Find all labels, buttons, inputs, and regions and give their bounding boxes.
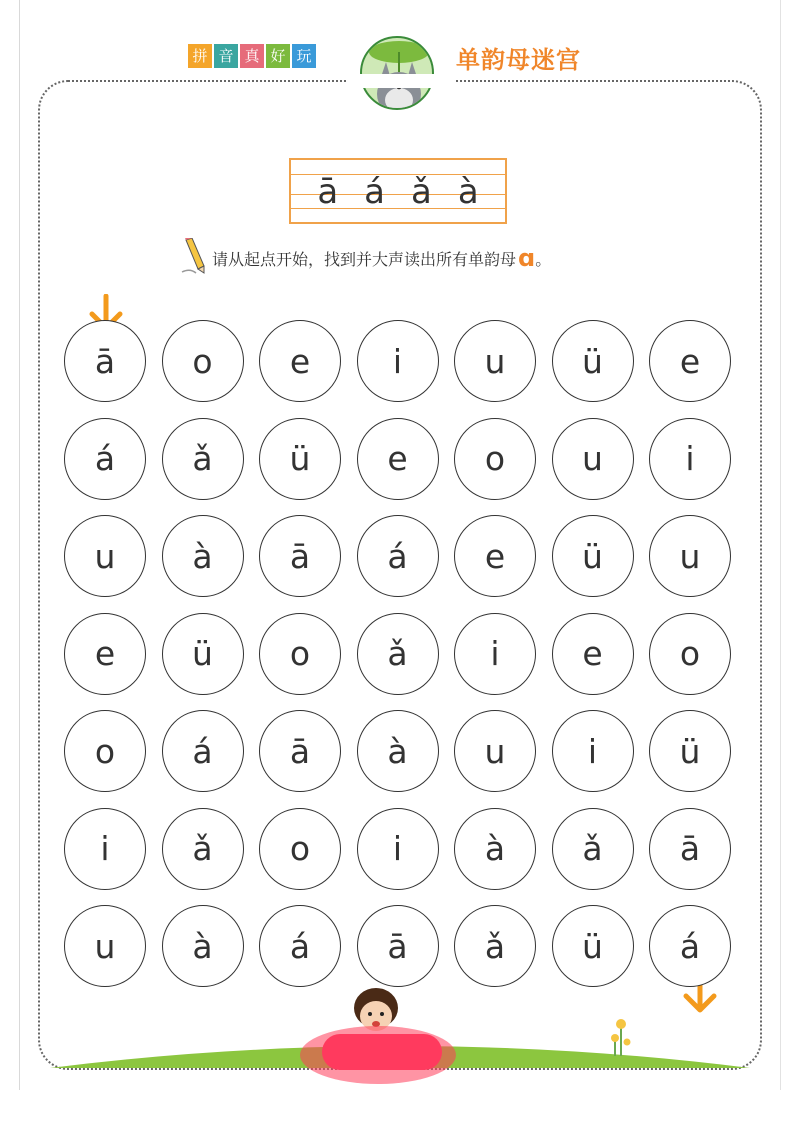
sheet-edge-right bbox=[780, 0, 781, 1090]
vowel-maze bbox=[64, 320, 744, 1000]
maze-cell: e bbox=[64, 613, 146, 695]
maze-cell: ü bbox=[552, 905, 634, 987]
pencil-icon bbox=[180, 238, 208, 278]
maze-cell: o bbox=[259, 613, 341, 695]
title-tile: 音 bbox=[214, 44, 238, 68]
maze-cell: ā bbox=[259, 710, 341, 792]
maze-cell: u bbox=[552, 418, 634, 500]
maze-cell: o bbox=[259, 808, 341, 890]
tone-char: ǎ bbox=[411, 172, 432, 212]
tone-char: á bbox=[364, 172, 385, 212]
maze-cell: o bbox=[162, 320, 244, 402]
maze-cell: ü bbox=[162, 613, 244, 695]
maze-cell: i bbox=[357, 808, 439, 890]
maze-cell: o bbox=[454, 418, 536, 500]
maze-cell: e bbox=[552, 613, 634, 695]
red-highlight-mark-core bbox=[322, 1034, 442, 1070]
maze-cell: e bbox=[259, 320, 341, 402]
maze-cell: ā bbox=[649, 808, 731, 890]
title-tiles bbox=[188, 44, 316, 68]
maze-cell: ü bbox=[649, 710, 731, 792]
instruction-period: 。 bbox=[535, 249, 552, 269]
maze-cell: ü bbox=[552, 320, 634, 402]
maze-cell: u bbox=[649, 515, 731, 597]
maze-cell: u bbox=[64, 905, 146, 987]
maze-cell: i bbox=[552, 710, 634, 792]
maze-cell: à bbox=[454, 808, 536, 890]
maze-cell: à bbox=[357, 710, 439, 792]
maze-cell: ü bbox=[552, 515, 634, 597]
maze-cell: e bbox=[454, 515, 536, 597]
flower-icon bbox=[606, 1016, 636, 1060]
title-tile: 拼 bbox=[188, 44, 212, 68]
maze-cell: á bbox=[64, 418, 146, 500]
maze-cell: i bbox=[357, 320, 439, 402]
title-tile: 玩 bbox=[292, 44, 316, 68]
maze-cell: ā bbox=[64, 320, 146, 402]
maze-cell: ǎ bbox=[162, 808, 244, 890]
maze-cell: à bbox=[162, 515, 244, 597]
maze-cell: ā bbox=[357, 905, 439, 987]
title-tile: 好 bbox=[266, 44, 290, 68]
instruction-text: 请从起点开始，找到并大声读出所有单韵母 bbox=[212, 249, 517, 269]
tone-char: à bbox=[457, 172, 479, 212]
tone-char: ā bbox=[317, 172, 339, 212]
maze-cell: á bbox=[259, 905, 341, 987]
maze-cell: u bbox=[454, 320, 536, 402]
maze-cell: u bbox=[64, 515, 146, 597]
maze-cell: á bbox=[357, 515, 439, 597]
maze-cell: i bbox=[649, 418, 731, 500]
title-tile: 真 bbox=[240, 44, 264, 68]
maze-cell: o bbox=[64, 710, 146, 792]
maze-cell: ā bbox=[259, 515, 341, 597]
worksheet-title: 单韵母迷宫 bbox=[456, 46, 581, 74]
tone-chars bbox=[291, 172, 505, 212]
tone-reference-box bbox=[289, 158, 507, 224]
maze-cell: á bbox=[162, 710, 244, 792]
maze-cell: u bbox=[454, 710, 536, 792]
maze-cell: ǎ bbox=[357, 613, 439, 695]
maze-cell: ü bbox=[259, 418, 341, 500]
maze-cell: à bbox=[162, 905, 244, 987]
sheet-edge-left bbox=[19, 0, 20, 1090]
maze-cell: ǎ bbox=[162, 418, 244, 500]
instruction-target: ɑ bbox=[518, 244, 536, 272]
maze-cell: i bbox=[454, 613, 536, 695]
instruction bbox=[180, 238, 551, 278]
maze-cell: á bbox=[649, 905, 731, 987]
maze-cell: i bbox=[64, 808, 146, 890]
maze-cell: e bbox=[357, 418, 439, 500]
maze-cell: o bbox=[649, 613, 731, 695]
maze-cell: e bbox=[649, 320, 731, 402]
maze-cell: ǎ bbox=[552, 808, 634, 890]
maze-cell: ǎ bbox=[454, 905, 536, 987]
